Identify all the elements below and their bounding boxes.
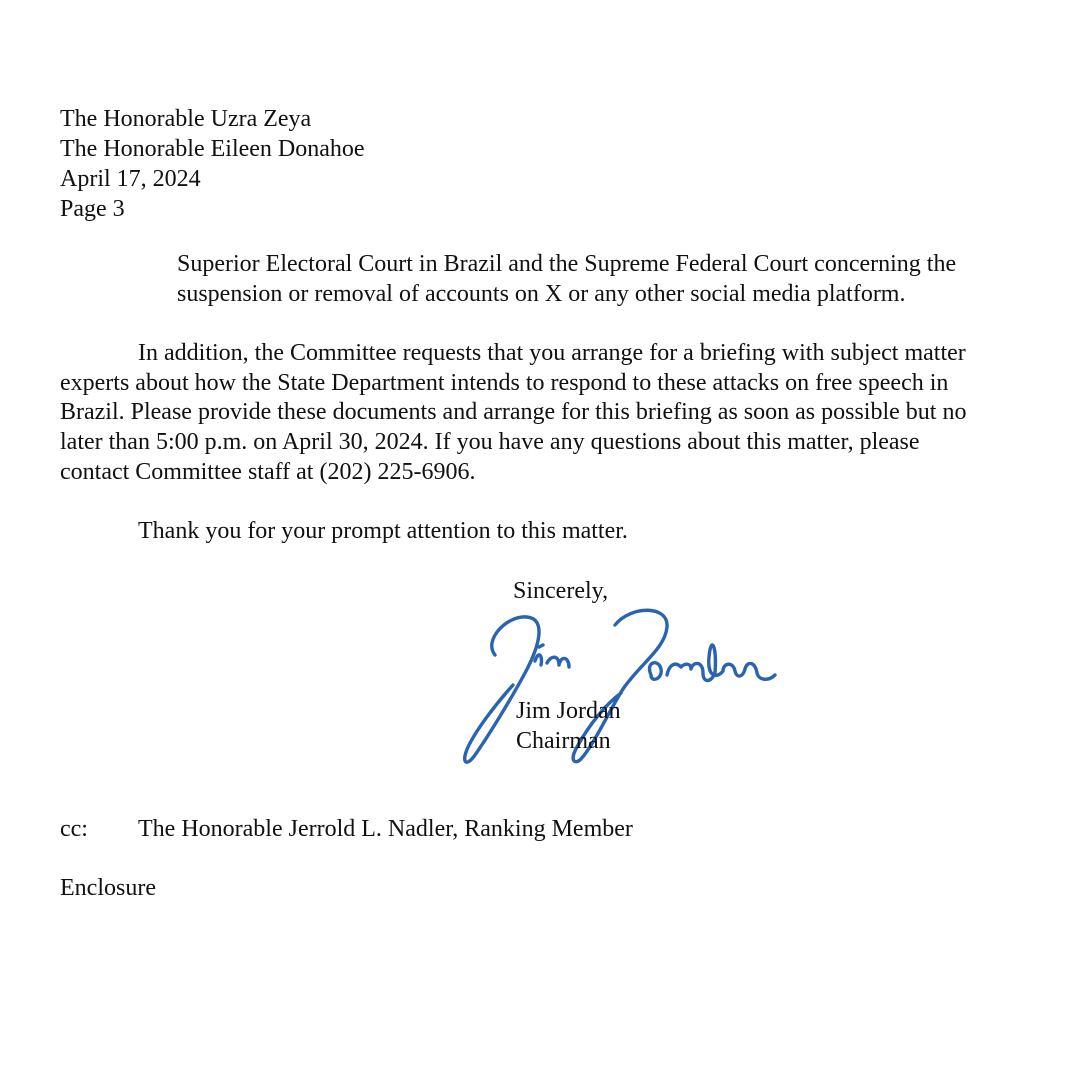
closing-salutation: Sincerely, (513, 578, 609, 604)
enclosure-note: Enclosure (60, 875, 156, 901)
signature (455, 565, 810, 770)
paragraph-2: Thank you for your prompt attention to this matter. (138, 518, 628, 544)
recipient-line-1: The Honorable Uzra Zeya (60, 106, 312, 132)
signature-stroke-ordan (650, 645, 775, 680)
paragraph-1-line-5: contact Committee staff at (202) 225-6906. (60, 459, 476, 485)
paragraph-1-line-2: experts about how the State Department intends to respond to these attacks on free speech in (60, 370, 949, 396)
paragraph-1-line-3: Brazil. Please provide these documents and arrange for this briefing as soon as possible but no (60, 399, 967, 425)
paragraph-1-line-1: In addition, the Committee requests that you arrange for a briefing with subject matter (138, 340, 966, 366)
recipient-line-2: The Honorable Eileen Donahoe (60, 136, 365, 162)
cc-recipient: The Honorable Jerrold L. Nadler, Ranking Member (138, 816, 633, 842)
signature-stroke-dot (539, 645, 543, 647)
list-continuation-line-1: Superior Electoral Court in Brazil and the Supreme Federal Court concerning the (177, 251, 957, 277)
handwritten-signature-image (455, 565, 810, 770)
paragraph-1-line-4: later than 5:00 p.m. on April 30, 2024. If you have any questions about this matter, please (60, 429, 920, 455)
cc-label: cc: (60, 816, 88, 842)
list-continuation-line-2: suspension or removal of accounts on X or any other social media platform. (177, 281, 906, 307)
page-number: Page 3 (60, 196, 125, 222)
letter-date: April 17, 2024 (60, 166, 201, 192)
signature-stroke-im (535, 655, 569, 667)
signer-title: Chairman (516, 728, 611, 754)
signer-name: Jim Jordan (516, 698, 621, 724)
